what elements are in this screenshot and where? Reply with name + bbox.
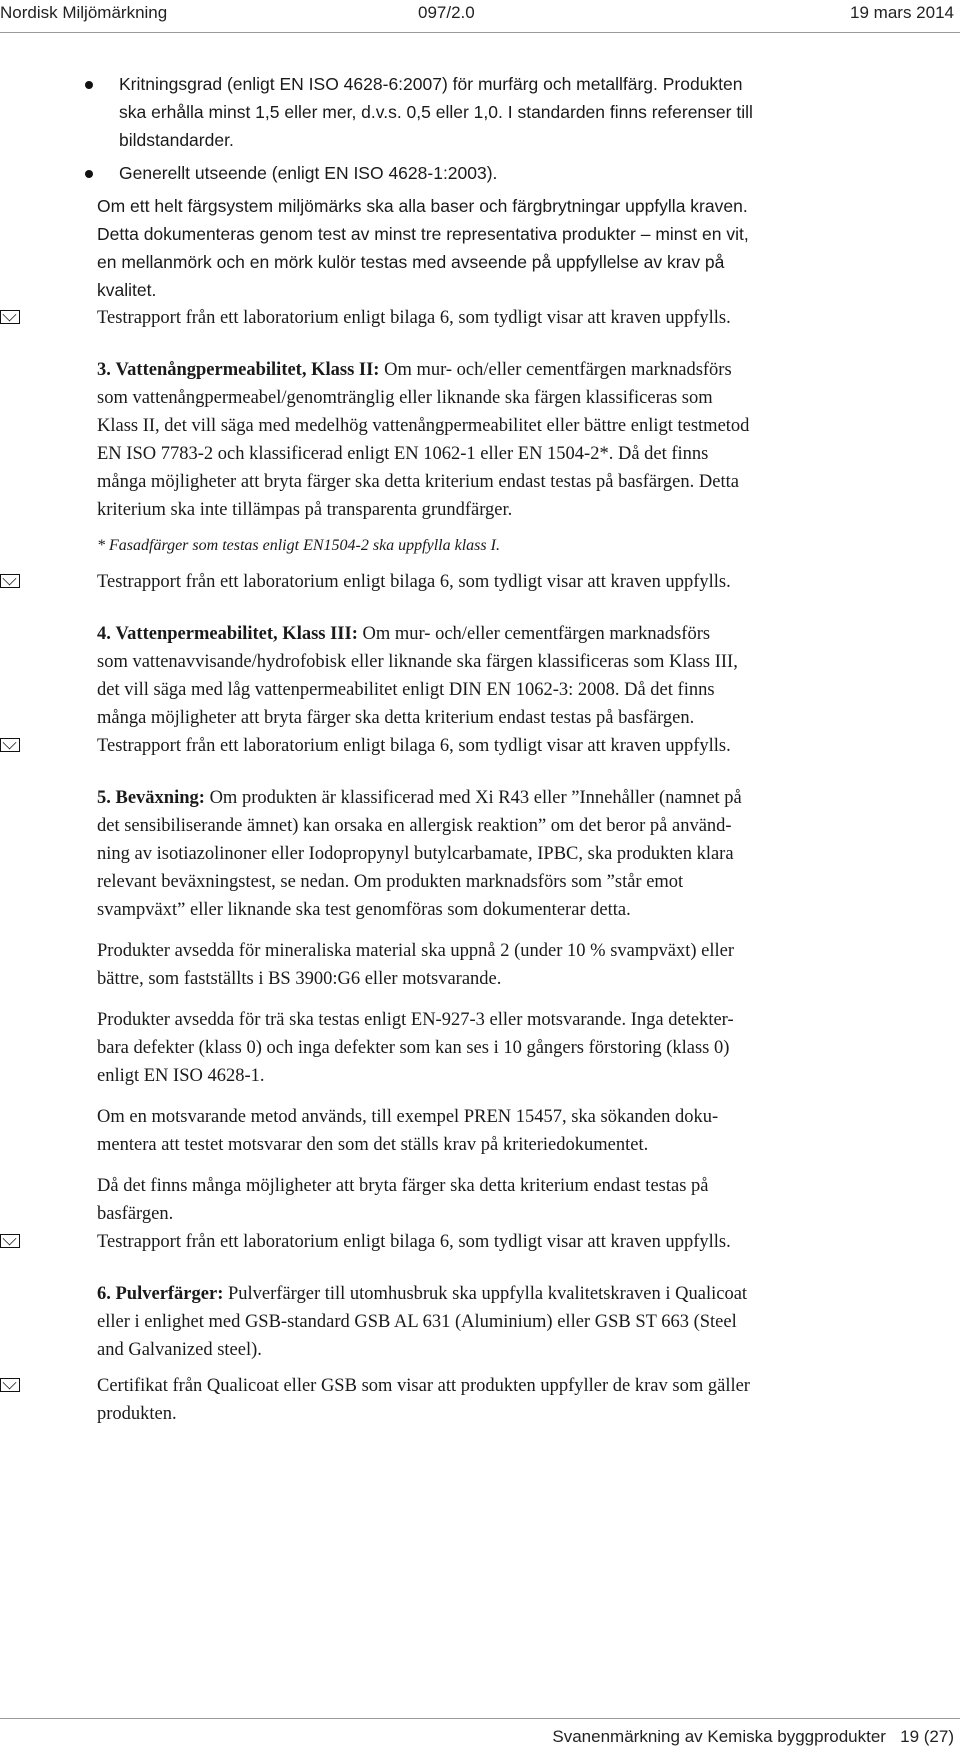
text-line: kvalitet. [97, 280, 157, 300]
section-5 [97, 784, 955, 1228]
page-header [0, 0, 960, 33]
bullet-item-kritning [85, 70, 955, 154]
header-date: 19 mars 2014 [850, 3, 954, 22]
text-line: som vattenångpermeabel/genomtränglig eller liknande ska färgen klassificeras som [97, 388, 713, 408]
text-line: ska erhålla minst 1,5 eller mer, d.v.s. 0,5 eller 1,0. I standarden finns referenser till [119, 102, 753, 122]
text-line: Produkter avsedda för trä ska testas enligt EN-927-3 eller motsvarande. Inga detekter- [97, 1010, 734, 1030]
section-number: 3. [97, 360, 111, 380]
text-line: produkten. [97, 1404, 177, 1424]
testrapport-text: Testrapport från ett laboratorium enligt bilaga 6, som tydligt visar att kraven uppfylls. [97, 572, 731, 592]
section-number: 5. [97, 788, 111, 808]
envelope-icon [0, 574, 20, 588]
section-title: Beväxning: [115, 788, 205, 808]
intro-line: Om ett helt färgsystem miljömärks ska alla baser och färgbrytningar uppfylla kraven. [97, 196, 748, 216]
text-line: många möjligheter att bryta färger ska detta kriterium endast testas på basfärgen. Detta [97, 472, 739, 492]
text-line: mentera att testet motsvarar den som det ställs krav på kriteriedokumentet. [97, 1135, 649, 1155]
header-document-number: 097/2.0 [418, 3, 475, 22]
testrapport-text: Testrapport från ett laboratorium enligt bilaga 6, som tydligt visar att kraven uppfylls. [97, 308, 731, 328]
document-body [97, 70, 955, 1428]
text-line: Detta dokumenteras genom test av minst tre representativa produkter – minst en vit, [97, 224, 749, 244]
testrapport-item [97, 732, 955, 760]
text-line: Produkter avsedda för mineraliska material ska uppnå 2 (under 10 % svampväxt) eller [97, 941, 735, 961]
text-line: det vill säga med låg vattenpermeabilitet enligt DIN EN 1062-3: 2008. Då det finns [97, 680, 715, 700]
section-number: 4. [97, 624, 111, 644]
text-line: EN ISO 7783-2 och klassificerad enligt EN 1062-1 eller EN 1504-2*. Då det finns [97, 444, 709, 464]
text-line: det sensibiliserande ämnet) kan orsaka en allergisk reaktion” om det beror på använd- [97, 816, 732, 836]
text-line: många möjligheter att bryta färger ska detta kriterium endast testas på basfärgen. [97, 708, 695, 728]
text-line: Om mur- och/eller cementfärgen marknadsförs [379, 360, 732, 380]
page-footer [0, 1718, 960, 1753]
header-organization: Nordisk Miljömärkning [0, 3, 168, 22]
bullet-list [85, 70, 955, 187]
envelope-icon [0, 310, 20, 324]
section-number: 6. [97, 1284, 111, 1304]
testrapport-item [97, 568, 955, 596]
text-line: and Galvanized steel). [97, 1340, 262, 1360]
text-line: Certifikat från Qualicoat eller GSB som visar att produkten uppfyller de krav som gäller [97, 1376, 750, 1396]
section-title: Pulverfärger: [115, 1284, 224, 1304]
section-title: Vattenpermeabilitet, Klass III: [115, 624, 358, 644]
text-line: enligt EN ISO 4628-1. [97, 1066, 265, 1086]
footnote-text: * Fasadfärger som testas enligt EN1504-2 ska uppfylla klass I. [97, 537, 500, 554]
text-line: bara defekter (klass 0) och inga defekter som kan ses i 10 gångers förstoring (klass 0) [97, 1038, 730, 1058]
testrapport-item [97, 1228, 955, 1256]
testrapport-text: Testrapport från ett laboratorium enligt bilaga 6, som tydligt visar att kraven uppfylls. [97, 736, 731, 756]
bullet-item-utseende [85, 159, 955, 187]
text-line: Då det finns många möjligheter att bryta färger ska detta kriterium endast testas på [97, 1176, 709, 1196]
section-3 [97, 356, 955, 560]
text-line: Kritningsgrad (enligt EN ISO 4628-6:2007) för murfärg och metallfärg. Produkten [119, 74, 743, 94]
text-line: bildstandarder. [119, 130, 234, 150]
testrapport-item [97, 304, 955, 332]
intro-paragraph [97, 220, 955, 304]
section-title: Vattenångpermeabilitet, Klass II: [115, 360, 380, 380]
text-line: Pulverfärger till utomhusbruk ska uppfylla kvalitetskraven i Qualicoat [223, 1284, 748, 1304]
section-6 [97, 1280, 955, 1364]
text-line: Om produkten är klassificerad med Xi R43 eller ”Innehåller (namnet på [204, 788, 742, 808]
text-line: relevant beväxningstest, se nedan. Om produkten marknadsförs som ”står emot [97, 872, 684, 892]
text-line: bättre, som fastställts i BS 3900:G6 eller motsvarande. [97, 969, 502, 989]
text-line: som vattenavvisande/hydrofobisk eller liknande ska färgen klassificeras som Klass III, [97, 652, 738, 672]
text-line: kriterium ska inte tillämpas på transparenta grundfärger. [97, 500, 513, 520]
text-line: eller i enlighet med GSB-standard GSB AL 631 (Aluminium) eller GSB ST 663 (Steel [97, 1312, 737, 1332]
text-line: basfärgen. [97, 1204, 174, 1224]
envelope-icon [0, 1234, 20, 1248]
footer-text: Svanenmärkning av Kemiska byggprodukter 19 (27) [552, 1727, 954, 1746]
text-line: Klass II, det vill säga med medelhög vattenångpermeabilitet eller bättre enligt testmetod [97, 416, 750, 436]
text-line: en mellanmörk och en mörk kulör testas med avseende på uppfyllelse av krav på [97, 252, 725, 272]
text-line: ning av isotiazolinoner eller Iodopropynyl butylcarbamate, IPBC, ska produkten klara [97, 844, 734, 864]
certifikat-item [97, 1372, 955, 1428]
envelope-icon [0, 738, 20, 752]
section-4 [97, 620, 955, 732]
text-line: svampväxt” eller liknande ska test genomföras som dokumenterar detta. [97, 900, 631, 920]
testrapport-text: Testrapport från ett laboratorium enligt bilaga 6, som tydligt visar att kraven uppfylls. [97, 1232, 731, 1252]
text-line: Om mur- och/eller cementfärgen marknadsförs [357, 624, 711, 644]
text-line: Om en motsvarande metod används, till exempel PREN 15457, ska sökanden doku- [97, 1107, 719, 1127]
text-line: Generellt utseende (enligt EN ISO 4628-1:2003). [119, 163, 498, 183]
envelope-icon [0, 1378, 20, 1392]
